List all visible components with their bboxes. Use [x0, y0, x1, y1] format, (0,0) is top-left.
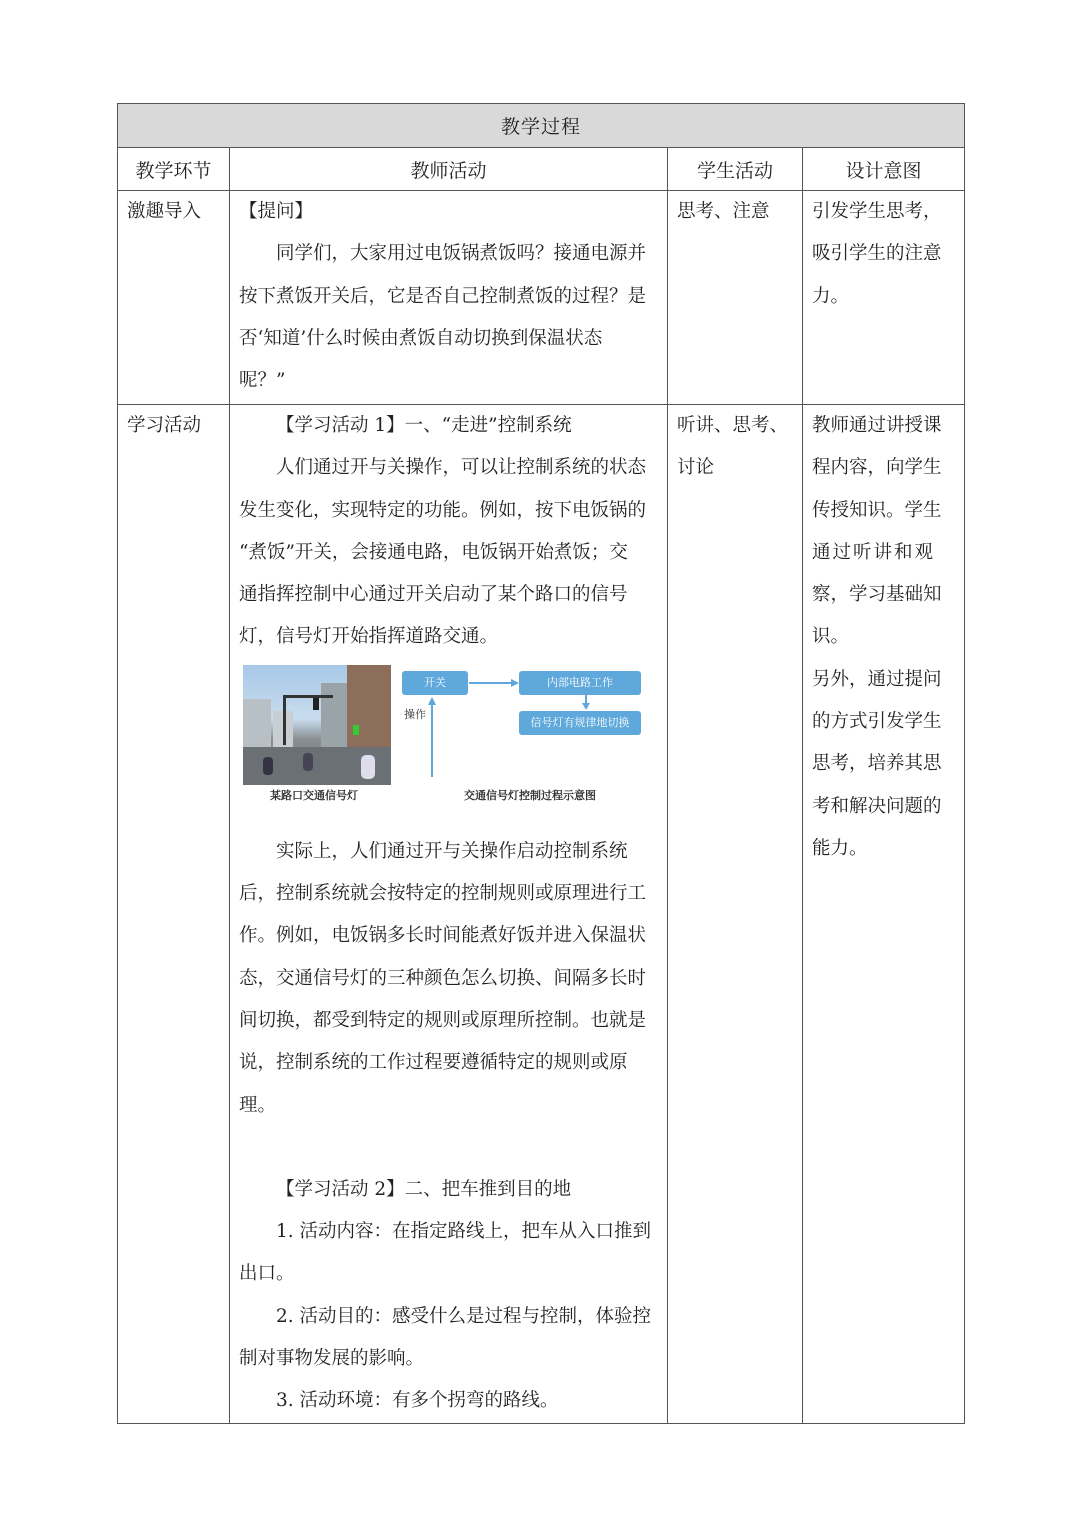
question-tag: 【提问】 [239, 201, 314, 222]
text-line: 作。例如，电饭锅多长时间能煮好饭并进入保温状 [239, 925, 647, 947]
design-intent-cell [803, 405, 965, 1424]
text-line: 2. 活动目的：感受什么是过程与控制，体验控 [276, 1305, 652, 1327]
text-line: 引发学生思考， [812, 201, 942, 222]
teacher-text-continued [230, 831, 667, 1423]
text-line: 出口。 [239, 1263, 295, 1285]
teacher-text [230, 405, 667, 659]
text-line: 同学们，大家用过电饭锅煮饭吗？接通电源并 [276, 243, 647, 265]
text-line: 理。 [239, 1094, 277, 1116]
teacher-activity-cell [230, 405, 668, 1424]
flow-box-circuit: 内部电路工作 [519, 671, 641, 695]
text-line: 制对事物发展的影响。 [239, 1348, 425, 1370]
text-line: 按下煮饭开关后，它是否自己控制煮饭的过程？是 [239, 285, 647, 307]
text-line: 思考，培养其思 [812, 753, 942, 775]
teaching-process-table [117, 103, 965, 1424]
stage-label: 学习活动 [127, 415, 202, 436]
flow-box-switch: 开关 [402, 671, 468, 695]
text-line: 另外，通过提问 [812, 668, 942, 690]
text-line: 人们通过开与关操作，可以让控制系统的状态 [276, 457, 647, 479]
activity2-title: 【学习活动 2】二、把车推到目的地 [276, 1178, 572, 1200]
text-line: 吸引学生的注意 [812, 243, 942, 265]
photo-caption: 某路口交通信号灯 [270, 788, 358, 802]
text-line: 说，控制系统的工作过程要遵循特定的规则或原 [239, 1052, 628, 1074]
header-teacher-activity: 教师活动 [230, 148, 668, 191]
text-line: 间切换，都受到特定的规则或原理所控制。也就是 [239, 1009, 647, 1031]
text-line: 考和解决问题的 [812, 795, 942, 817]
text-line: 力。 [812, 285, 850, 307]
text-line: 程内容，向学生 [812, 457, 942, 479]
activity1-title: 【学习活动 1】一、“走进”控制系统 [276, 415, 572, 436]
student-activity-cell [668, 405, 803, 1424]
text-line: 通过听讲和观 [812, 541, 936, 563]
text-line: 1. 活动内容：在指定路线上，把车从入口推到 [276, 1221, 652, 1243]
flow-box-signal: 信号灯有规律地切换 [519, 711, 641, 735]
stage-cell [118, 191, 230, 405]
text-line: “煮饭”开关，会接通电路，电饭锅开始煮饭；交 [239, 541, 628, 563]
flow-caption: 交通信号灯控制过程示意图 [464, 788, 596, 802]
design-intent-cell [803, 191, 965, 405]
text-line: 能力。 [812, 837, 868, 859]
traffic-light-figure [230, 659, 667, 831]
student-text [668, 405, 802, 490]
text-line: 3. 活动环境：有多个拐弯的路线。 [276, 1390, 559, 1412]
text-line: 讨论 [677, 457, 715, 479]
text-line: 实际上，人们通过开与关操作启动控制系统 [276, 840, 628, 862]
text-line: 察，学习基础知 [812, 584, 942, 606]
table-row [118, 405, 965, 1424]
text-line: 否‘知道’什么时候由煮饭自动切换到保温状态 [239, 327, 603, 349]
text-line: 灯，信号灯开始指挥道路交通。 [239, 626, 499, 648]
text-line: 后，控制系统就会按特定的控制规则或原理进行工 [239, 883, 647, 905]
text-line: 的方式引发学生 [812, 711, 942, 733]
table-title: 教学过程 [118, 104, 965, 148]
student-activity-cell [668, 191, 803, 405]
text-line: 听讲、思考、 [677, 415, 789, 436]
text-line: 教师通过讲授课 [812, 415, 942, 436]
text-line: 发生变化，实现特定的功能。例如，按下电饭锅的 [239, 499, 647, 521]
stage-cell [118, 405, 230, 1424]
text-line: 呢？” [239, 370, 286, 392]
text-line: 识。 [812, 626, 850, 648]
text-line: 态，交通信号灯的三种颜色怎么切换、间隔多长时 [239, 967, 647, 989]
header-stage: 教学环节 [118, 148, 230, 191]
flow-label-operate: 操作 [404, 707, 426, 721]
stage-label: 激趣导入 [127, 201, 202, 222]
design-text [803, 405, 964, 870]
header-design-intent: 设计意图 [803, 148, 965, 191]
student-text: 思考、注意 [677, 201, 770, 222]
teacher-text [230, 191, 667, 402]
text-line: 传授知识。学生 [812, 499, 942, 521]
header-student-activity: 学生活动 [668, 148, 803, 191]
design-text [803, 191, 964, 318]
text-line: 通指挥控制中心通过开关启动了某个路口的信号 [239, 584, 628, 606]
table-row [118, 191, 965, 405]
teacher-activity-cell [230, 191, 668, 405]
